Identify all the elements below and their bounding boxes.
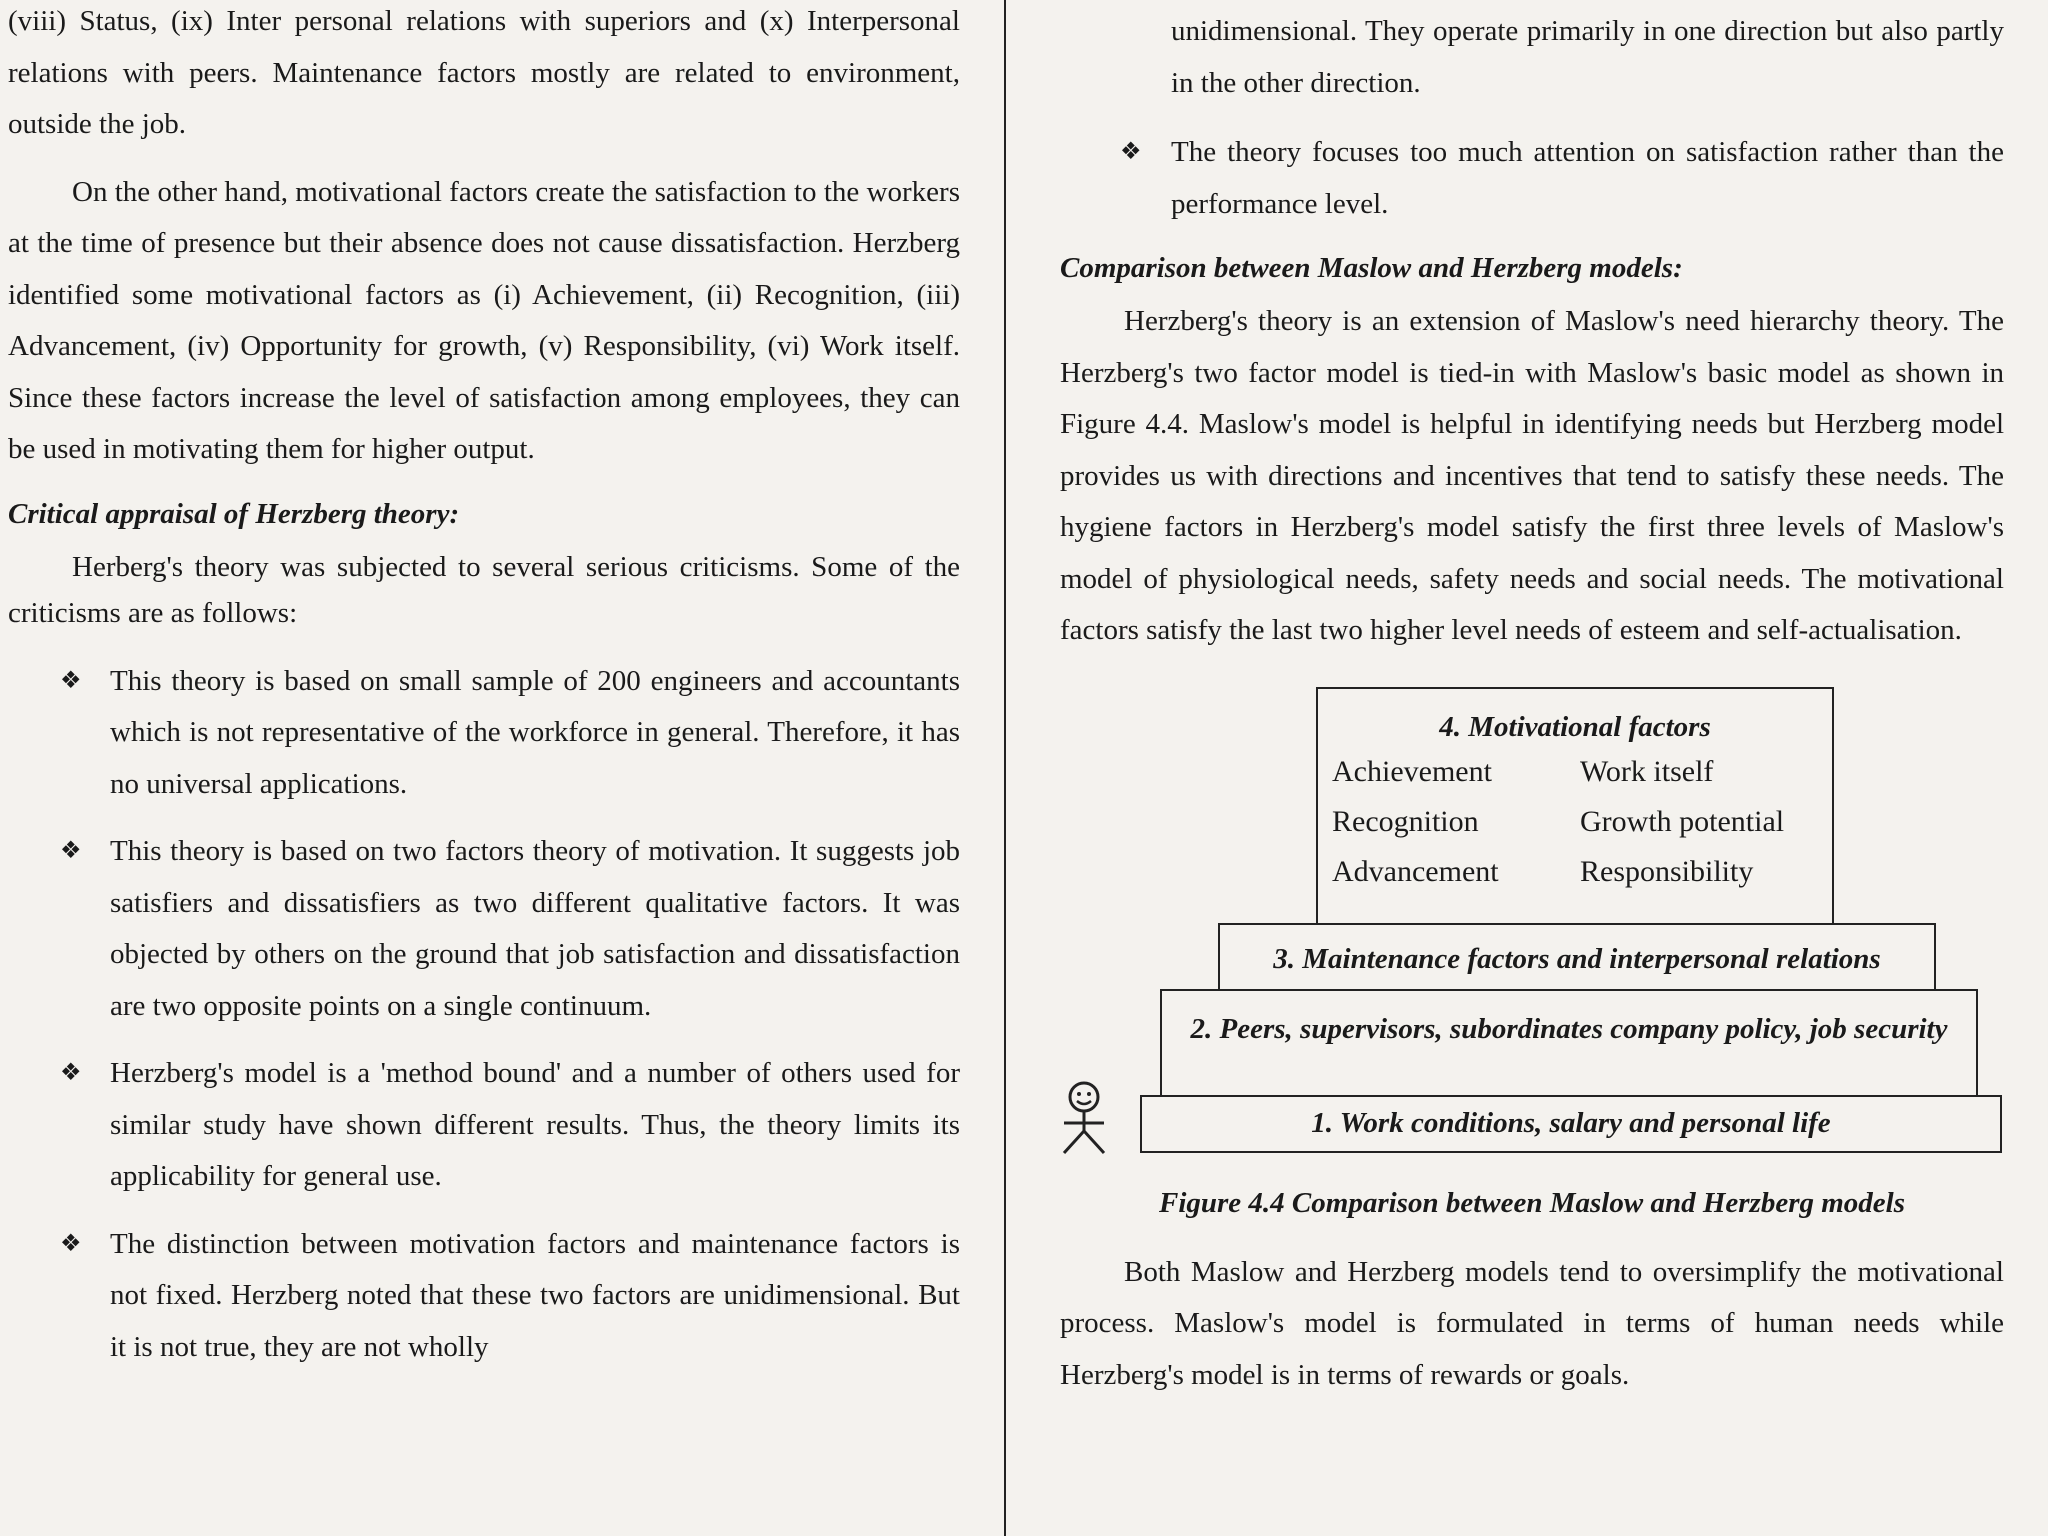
level-4-motivational-box: [1316, 687, 1834, 927]
diamond-bullet-icon: ❖: [1120, 139, 1142, 165]
heading-critical-appraisal: Critical appraisal of Herzberg theory:: [8, 497, 460, 530]
level-4-title: 4. Motivational factors: [1439, 710, 1711, 743]
level-3-maintenance-box: [1218, 923, 1936, 991]
level-2-peers-box: [1160, 989, 1978, 1097]
heading-comparison: Comparison between Maslow and Herzberg models:: [1060, 252, 1683, 284]
stick-figure-icon: [1060, 1079, 1112, 1159]
factor-item: Work itself: [1580, 754, 1714, 788]
list-item: ❖ The distinction between motivation factors and maintenance factors is not fixed. Herzberg noted that these two factors are unidimensional. But it is not true, they are not wholly: [8, 1219, 960, 1374]
factor-item: Growth potential: [1580, 804, 1785, 838]
list-item: ❖ This theory is based on two factors theory of motivation. It suggests job satisfiers and dissatisfiers as two different qualitative factors. It was objected by others on the ground that job satisfaction and dissatisfaction are two opposite points on a single continuum.: [8, 826, 960, 1032]
motivational-factors-grid: [1318, 747, 1832, 897]
list-item: ❖ Herzberg's model is a 'method bound' and a number of others used for similar study have shown different results. Thus, the theory limits its applicability for general use.: [8, 1048, 960, 1203]
factor-item: Advancement: [1332, 854, 1499, 888]
maslow-herzberg-figure: [1060, 687, 2004, 1187]
paragraph-maintenance-factors: (viii) Status, (ix) Inter personal relations with superiors and (x) Interpersonal relations with peers. Maintenance factors mostly are related to environment, outside the job.: [8, 5, 960, 140]
factor-item: Recognition: [1332, 804, 1479, 838]
paragraph-motivational-factors: On the other hand, motivational factors create the satisfaction to the workers at the time of presence but their absence does not cause dissatisfaction. Herzberg identified some motivational factors as (i) Achievement, (ii) Recognition, (iii) Advancement, (iv) Opportunity for growth, (v) Responsibility, (vi) Work itself. Since these factors increase the level of satisfaction among employees, they can be used in motivating them for higher output.: [8, 175, 960, 465]
factor-item: Achievement: [1332, 754, 1492, 788]
list-item-continued: unidimensional. They operate primarily in one direction but also partly in the other direction.: [1171, 15, 2004, 99]
level-1-label: 1. Work conditions, salary and personal life: [1311, 1106, 1831, 1139]
level-2-label: 2. Peers, supervisors, subordinates company policy, job security: [1190, 1012, 1948, 1045]
list-item: ❖ This theory is based on small sample of 200 engineers and accountants which is not representative of the workforce in general. Therefore, it has no universal applications.: [8, 656, 960, 811]
diamond-bullet-icon: ❖: [60, 667, 82, 694]
paragraph-comparison: Herzberg's theory is an extension of Maslow's need hierarchy theory. The Herzberg's two factor model is tied-in with Maslow's basic model as shown in Figure 4.4. Maslow's model is helpful in identifying needs but Herzberg model provides us with directions and incentives that tend to satisfy these needs. The hygiene factors in Herzberg's model satisfy the first three levels of Maslow's model of physiological needs, safety needs and social needs. The motivational factors satisfy the last two higher level needs of esteem and self-actualisation.: [1060, 305, 2004, 646]
level-1-work-conditions-box: [1140, 1095, 2002, 1153]
paragraph-criticisms-intro: Herberg's theory was subjected to several serious criticisms. Some of the criticisms are as follows:: [8, 550, 960, 629]
criticisms-list: [8, 656, 960, 1374]
right-column: [1060, 6, 2004, 1401]
diamond-bullet-icon: ❖: [60, 1060, 82, 1086]
level-3-label: 3. Maintenance factors and interpersonal relations: [1273, 942, 1881, 975]
left-column: [8, 0, 960, 1373]
paragraph-oversimplify: Both Maslow and Herzberg models tend to oversimplify the motivational process. Maslow's model is formulated in terms of human needs while Herzberg's model is in terms of rewards or goals.: [1060, 1255, 2004, 1391]
figure-caption: Figure 4.4 Comparison between Maslow and Herzberg models: [1158, 1186, 1905, 1219]
column-divider: [1004, 0, 1006, 1536]
diamond-bullet-icon: ❖: [60, 1230, 82, 1257]
list-item: ❖ The theory focuses too much attention on satisfaction rather than the performance level.: [1060, 127, 2004, 230]
diamond-bullet-icon: ❖: [60, 838, 82, 864]
factor-item: Responsibility: [1580, 854, 1754, 888]
criticisms-list-continued: [1060, 6, 2004, 230]
